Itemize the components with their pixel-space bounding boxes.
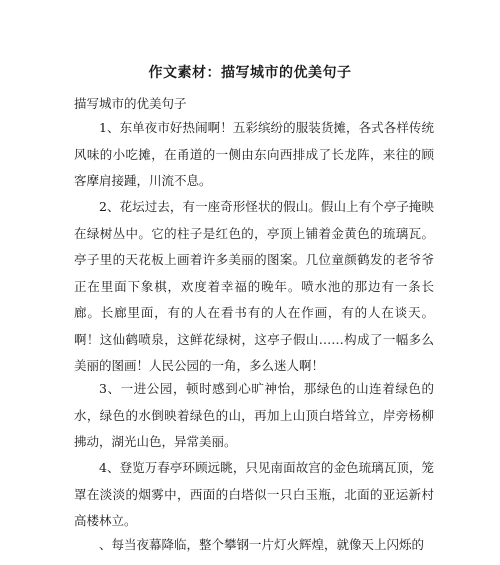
paragraph-2: 2、花坛过去，有一座奇形怪状的假山。假山上有个亭子掩映在绿树丛中。它的柱子是红色的，亭顶上铺着金黄色的琉璃瓦。亭子里的天花板上画着许多美丽的图案。几位童颜鹤发的老爷爷正在里面下象棋，欢度着幸福的晚年。喷水池的那边有一条长廊。长廊里面，有的人在看书有的人在作画，有的人在谈天。 啊！这仙鹤喷泉，这鲜花绿树，这亭子假山……构成了一幅多么美丽的图画！人民公园的一角，多么迷人啊！ (74, 199, 434, 373)
paragraph-4: 4、登览万春亭环顾远眺，只见南面故宫的金色琉璃瓦顶，笼罩在淡淡的烟雾中，西面的白塔似一只白玉瓶，北面的亚运新村高楼林立。 (74, 460, 434, 528)
paragraph-1: 1、东单夜市好热闹啊！五彩缤纷的服装货摊，各式各样传统风味的小吃摊，在甬道的一侧由东向西排成了长龙阵，来往的顾客摩肩接踵，川流不息。 (74, 120, 434, 188)
document-subtitle: 描写城市的优美句子 (74, 96, 187, 111)
document-title: 作文素材：描写城市的优美句子 (148, 65, 352, 81)
paragraph-3: 3、一进公园，顿时感到心旷神怡，那绿色的山连着绿色的水，绿色的水倒映着绿色的山，再加上山顶白塔耸立，岸旁杨柳拂动，湖光山色，异常美丽。 (74, 381, 434, 449)
paragraph-5: 、每当夜幕降临，整个攀钢一片灯火辉煌，就像天上闪烁的 (99, 537, 425, 552)
